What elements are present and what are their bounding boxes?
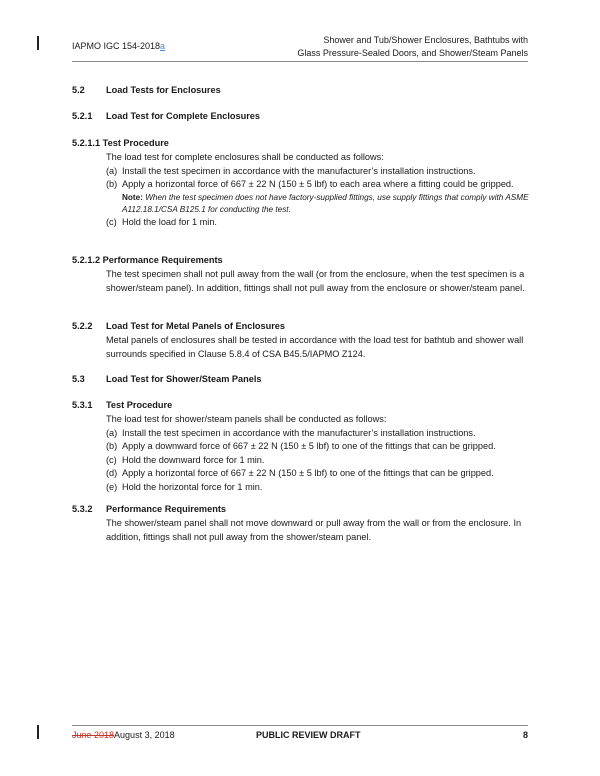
footer-rule <box>72 725 528 726</box>
deleted-text: June 2018 <box>72 730 115 740</box>
list-item <box>106 427 546 441</box>
list-marker: (a) <box>106 165 118 176</box>
section-heading <box>72 503 226 517</box>
section-body <box>106 334 536 361</box>
page-number: 8 <box>522 730 528 740</box>
section-number: 5.2.2 <box>72 321 93 331</box>
document-id <box>72 40 165 54</box>
paragraph: The test specimen shall not pull away from the wall (or from the enclosure, when the test specimen is a shower/steam panel). In addition, fittings shall not pull away from the enclosure or shower/steam panel. <box>106 269 525 293</box>
paragraph: The load test for shower/steam panels shall be conducted as follows: <box>106 414 387 424</box>
inserted-text: a <box>160 41 166 51</box>
section-number: 5.3 <box>72 374 85 384</box>
section-title: Performance Requirements <box>102 255 223 265</box>
list-marker: (a) <box>106 427 118 438</box>
list-text: Install the test specimen in accordance with the manufacturer’s installation instructions. <box>122 165 476 176</box>
section-heading <box>72 320 285 334</box>
section-title: Test Procedure <box>106 400 173 410</box>
list-text: Hold the downward force for 1 min. <box>122 454 265 465</box>
list-marker: (b) <box>106 441 118 452</box>
section-body <box>106 151 536 229</box>
section-heading <box>72 110 260 124</box>
list-marker: (c) <box>106 454 117 465</box>
change-bar <box>37 36 39 50</box>
section-heading <box>72 399 172 413</box>
section-title: Test Procedure <box>102 138 169 148</box>
list-item <box>106 440 546 454</box>
section-title: Load Test for Metal Panels of Enclosures <box>106 321 286 331</box>
title-line: Glass Pressure-Sealed Doors, and Shower/Steam Panels <box>297 47 528 58</box>
change-bar <box>37 725 39 739</box>
section-heading <box>72 373 262 387</box>
section-body <box>106 517 536 544</box>
section-number: 5.3.2 <box>72 504 93 514</box>
section-body <box>106 413 546 495</box>
paragraph: The load test for complete enclosures shall be conducted as follows: <box>106 152 384 162</box>
document-id-text: IAPMO IGC 154-2018 <box>72 41 161 51</box>
section-number: 5.2.1.2 <box>72 255 101 265</box>
section-title: Performance Requirements <box>106 504 226 514</box>
paragraph: Metal panels of enclosures shall be tested in accordance with the load test for bathtub and shower wall surrounds specified in Clause 5.8.4 of CSA B45.5/IAPMO Z124. <box>106 335 524 359</box>
section-title: Load Tests for Enclosures <box>106 85 221 95</box>
note-text: When the test specimen does not have factory-supplied fittings, use supply fittings that comply with ASME A112.18.1/CSA B125.1 for conducting the test. <box>122 192 529 214</box>
section-heading <box>72 84 221 98</box>
list-text: Hold the horizontal force for 1 min. <box>122 481 263 492</box>
list-text: Install the test specimen in accordance with the manufacturer’s installation instructions. <box>122 427 476 438</box>
footer-date <box>72 729 175 743</box>
list-text: Apply a downward force of 667 ± 22 N (150 ± 5 lbf) to one of the fittings that can be gripped. <box>122 441 496 452</box>
list-marker: (e) <box>106 481 118 492</box>
list-text: Apply a horizontal force of 667 ± 22 N (150 ± 5 lbf) to one of the fittings that can be gripped. <box>122 468 494 479</box>
list-item <box>106 467 546 481</box>
section-title: Load Test for Shower/Steam Panels <box>106 374 262 384</box>
list-item <box>106 481 546 495</box>
list-marker: (c) <box>106 216 117 227</box>
list-text: Apply a horizontal force of 667 ± 22 N (150 ± 5 lbf) to each area where a fitting could be gripped. <box>122 179 514 190</box>
footer-status: PUBLIC REVIEW DRAFT <box>256 730 361 740</box>
document-title <box>228 34 528 59</box>
list-text: Hold the load for 1 min. <box>122 216 217 227</box>
list-item <box>106 454 546 468</box>
list-marker: (d) <box>106 468 118 479</box>
date-text: August 3, 2018 <box>114 730 175 740</box>
section-heading <box>72 254 223 268</box>
section-number: 5.2.1.1 <box>72 138 101 148</box>
header-rule <box>72 61 528 62</box>
section-title: Load Test for Complete Enclosures <box>106 111 261 121</box>
section-number: 5.3.1 <box>72 400 93 410</box>
section-number: 5.2 <box>72 85 85 95</box>
note-label: Note: <box>122 192 143 202</box>
list-item <box>106 165 536 179</box>
list-item <box>106 216 536 230</box>
section-body <box>106 268 536 295</box>
section-number: 5.2.1 <box>72 111 93 121</box>
paragraph: The shower/steam panel shall not move downward or pull away from the wall or from the enclosure. In addition, fittings shall not pull away from the shower/steam panel. <box>106 518 522 542</box>
title-line: Shower and Tub/Shower Enclosures, Bathtubs with <box>323 35 528 45</box>
list-marker: (b) <box>106 179 118 190</box>
list-item <box>106 178 536 192</box>
section-heading <box>72 137 169 151</box>
note <box>106 192 536 216</box>
